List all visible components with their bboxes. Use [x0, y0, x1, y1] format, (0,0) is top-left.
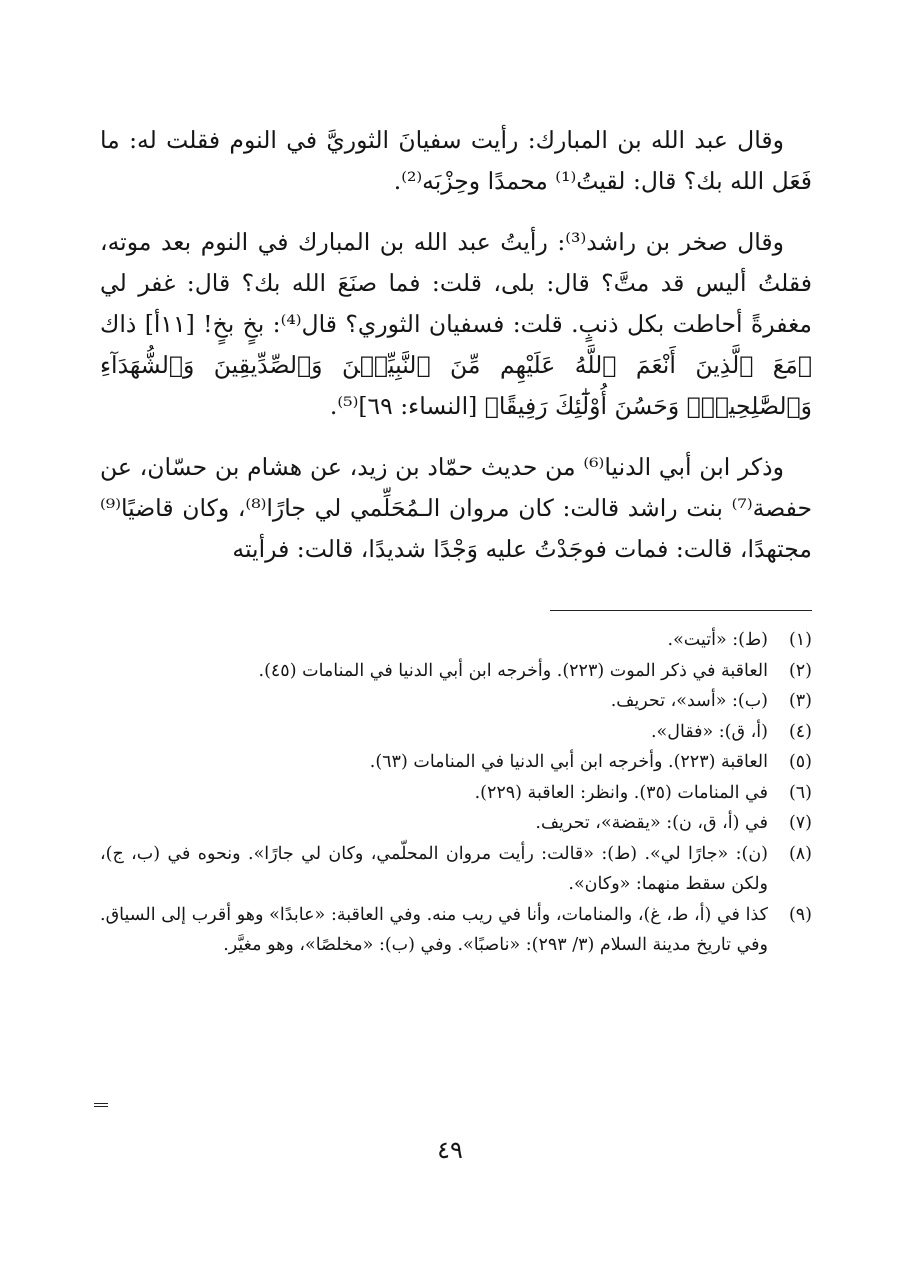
- paragraph: وقال عبد الله بن المبارك: رأيت سفيانَ الثوريَّ في النوم فقلت له: ما فَعَل الله بك؟ قال: لقيتُ⁽¹⁾ محمدًا وحِزْبَه⁽²⁾.: [100, 126, 812, 195]
- footnotes: [100, 625, 812, 961]
- footnote: [100, 656, 812, 687]
- footnote-number: (٩): [788, 904, 812, 925]
- footnote-text: كذا في (أ، ط، غ)، والمنامات، وأنا في ريب منه. وفي العاقبة: «عابدًا» وهو أقرب إلى السياق. وفي تاريخ مدينة السلام (٣/ ٢٩٣): «ناصبًا». وفي (ب): «مخلصًا»، وهو مغيَّر.: [100, 904, 768, 955]
- footnote: [100, 747, 812, 778]
- footnote-number: (٦): [788, 782, 812, 803]
- footnote: [100, 686, 812, 717]
- footnote-text: (ب): «أسد»، تحريف.: [610, 691, 768, 711]
- page-number: ٤٩: [437, 1136, 463, 1164]
- footnote-text: (ن): «جارًا لي». (ط): «قالت: رأيت مروان المحلّمي، وكان لي جارًا». ونحوه في (ب، ج)، ولكن سقط منهما: «وكان».: [100, 843, 768, 894]
- footnote: [100, 808, 812, 839]
- footnote-number: (٥): [788, 752, 812, 772]
- footnote-text: العاقبة في ذكر الموت (٢٢٣). وأخرجه ابن أبي الدنيا في المنامات (٤٥).: [258, 660, 768, 681]
- footnote: [100, 778, 812, 809]
- footnote-number: (٤): [788, 721, 812, 742]
- footnote-number: (٣): [788, 691, 812, 711]
- footnote-number: (٢): [788, 660, 812, 681]
- footnote-text: العاقبة (٢٢٣). وأخرجه ابن أبي الدنيا في المنامات (٦٣).: [369, 752, 768, 772]
- footnote-number: (٨): [788, 843, 812, 864]
- footnote-text: في (أ، ق، ن): «يقضة»، تحريف.: [535, 813, 768, 833]
- paragraph: وذكر ابن أبي الدنيا⁽⁶⁾ من حديث حمّاد بن زيد، عن هشام بن حسّان، عن حفصة⁽⁷⁾ بنت راشد قالت: كان مروان الـمُحَلِّمي لي جارًا⁽⁸⁾، وكان قاضيًا⁽⁹⁾ مجتهدًا، قالت: فمات فوجَدْتُ عليه وَجْدًا شديدًا، قالت: فرأيته: [100, 453, 812, 563]
- footnote: [100, 900, 812, 961]
- footnote: [100, 717, 812, 748]
- page-body: [100, 120, 812, 961]
- continuation-mark: [94, 1103, 108, 1107]
- footnote: [100, 625, 812, 656]
- paragraph: وقال صخر بن راشد⁽³⁾: رأيتُ عبد الله بن المبارك في النوم بعد موته، فقلتُ أليس قد متَّ؟ قال: بلى، قلت: فما صنَعَ الله بك؟ قال: غفر لي مغفرةً أحاطت بكل ذنبٍ. قلت: فسفيان الثوري؟ قال⁽⁴⁾: بخٍ بخٍ! [١١أ] ذاك ﴿مَعَ ٱلَّذِينَ أَنْعَمَ ٱللَّهُ عَلَيْهِم مِّنَ ٱلنَّبِيِّـۧنَ وَٱلصِّدِّيقِينَ وَٱلشُّهَدَآءِ وَٱلصَّٰلِحِينَۚ وَحَسُنَ أُوْلَٰٓئِكَ رَفِيقًا﴾ [النساء: ٦٩]⁽⁵⁾.: [100, 228, 813, 420]
- footnote-text: (ط): «أتيت».: [667, 630, 768, 650]
- footnote: [100, 839, 812, 900]
- footnote-number: (٧): [788, 813, 812, 833]
- footnote-text: (أ، ق): «فقال».: [650, 721, 768, 742]
- footnote-separator: [550, 610, 812, 611]
- footnote-text: في المنامات (٣٥). وانظر: العاقبة (٢٢٩).: [474, 782, 768, 803]
- footnote-number: (١): [788, 630, 812, 650]
